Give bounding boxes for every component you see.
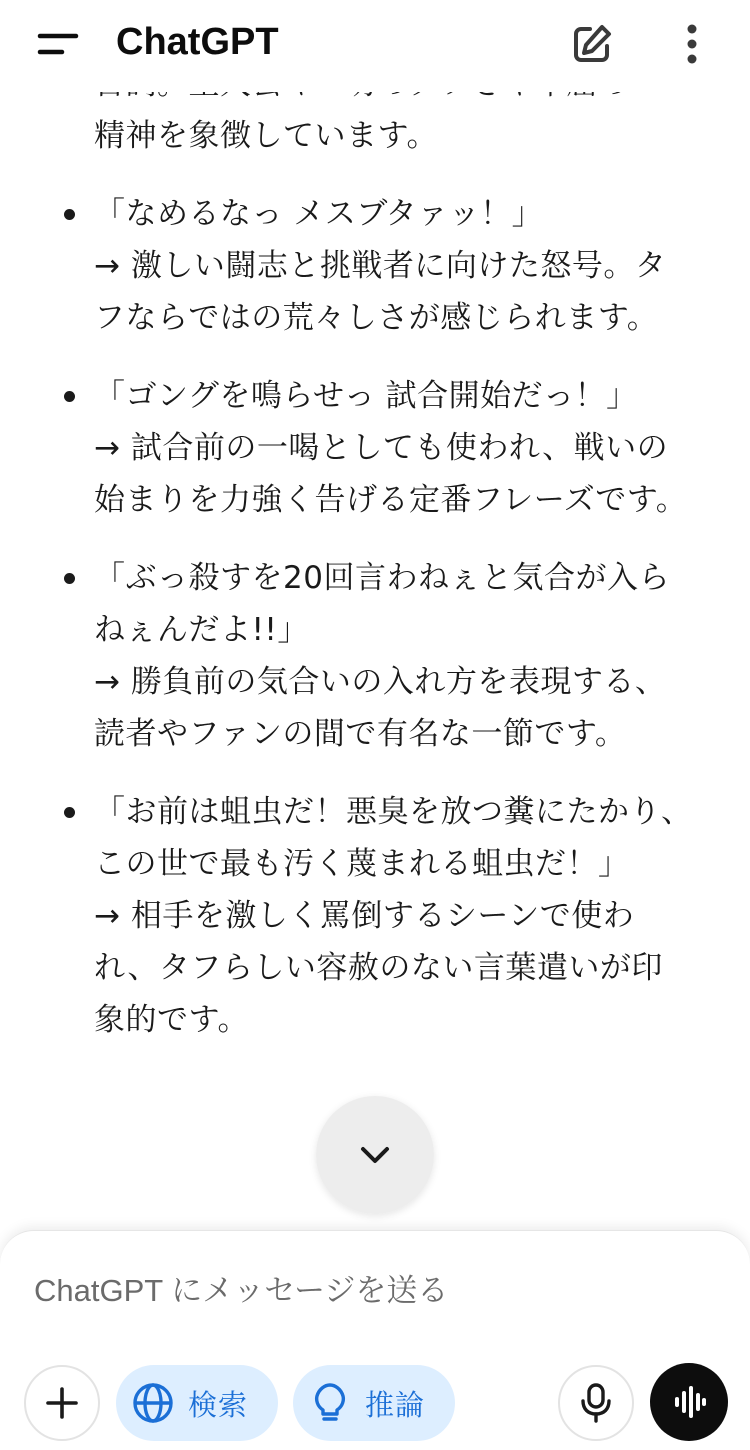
quote-explanation: → 試合前の一喝としても使われ、戦いの始まりを力強く告げる定番フレーズです。 [94,430,688,518]
message-input[interactable] [34,1263,694,1319]
quote-text: 「お前は蛆虫だ！悪臭を放つ糞にたかり、この世で最も汚く蔑まれる蛆虫だ！」 [94,794,693,882]
quote-text: 「ゴングを鳴らせっ 試合開始だっ！」 [94,378,638,414]
continued-line: 精神を象徴しています。 [94,118,439,154]
quote-explanation: → 激しい闘志と挑戦者に向けた怒号。タフならではの荒々しさが感じられます。 [94,248,667,336]
bullet-dot [64,209,75,220]
quote-explanation: → 相手を激しく罵倒するシーンで使われ、タフらしい容赦のない言葉遣いが印象的です。 [94,898,663,1038]
reason-toggle-button[interactable] [293,1365,455,1441]
message-composer [0,1230,750,1450]
new-chat-pencil-icon [568,20,616,68]
app-title: ChatGPT [116,21,279,63]
scroll-to-bottom-button[interactable] [316,1096,434,1214]
quote-list [0,188,750,1046]
more-options-button[interactable] [672,20,712,68]
plus-icon [42,1383,82,1423]
search-toggle-button[interactable] [116,1365,278,1441]
voice-waveform-icon [669,1382,709,1422]
new-chat-button[interactable] [568,20,616,68]
menu-button[interactable] [30,22,84,66]
search-label: 検索 [188,1387,249,1422]
quote-explanation: → 勝負前の気合いの入れ方を表現する、読者やファンの間で有名な一節です。 [94,664,667,752]
chevron-down-icon [355,1135,395,1175]
reason-label: 推論 [365,1387,426,1422]
microphone-icon [576,1381,616,1425]
chat-scroll-area[interactable] [0,92,750,1232]
list-item [94,786,694,1046]
dictation-button[interactable] [558,1365,634,1441]
vertical-dots-icon [672,20,712,68]
bullet-dot [64,573,75,584]
quote-text: 「ぶっ殺すを20回言わねぇと気合が入らねぇんだよ!!」 [94,560,670,648]
assistant-message [0,58,750,1072]
list-item [94,552,694,760]
top-bar [0,0,750,92]
list-item [94,370,694,526]
bullet-dot [64,391,75,402]
globe-icon [130,1380,176,1426]
list-item [94,188,694,344]
lightbulb-icon [307,1380,353,1426]
voice-mode-button[interactable] [650,1363,728,1441]
hamburger-icon [30,22,84,66]
quote-text: 「なめるなっ メスブタァッ！」 [94,196,544,232]
attach-button[interactable] [24,1365,100,1441]
bullet-dot [64,807,75,818]
